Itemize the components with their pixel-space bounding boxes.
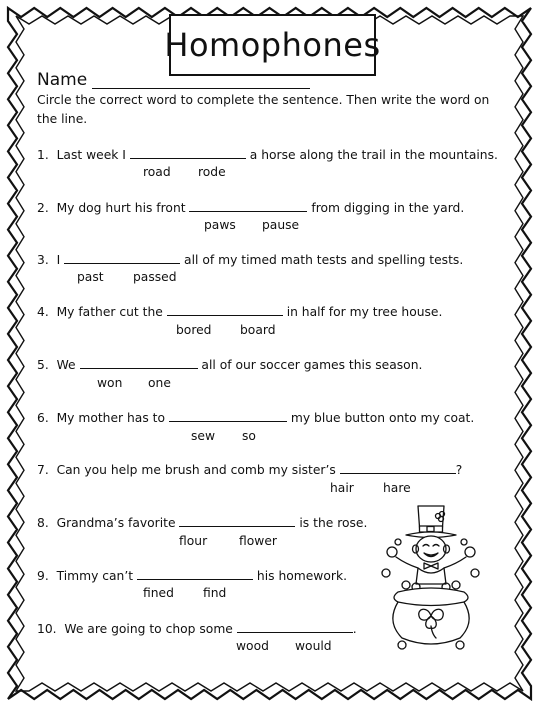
question-number: 8. [37, 516, 49, 530]
question-text-after: all of our soccer games this season. [201, 358, 423, 372]
question-number: 10. [37, 622, 57, 636]
question-number: 1. [37, 148, 49, 162]
question-number: 3. [37, 253, 49, 267]
option-word[interactable]: wood [236, 639, 269, 653]
question-text-before: My father cut the [56, 305, 163, 319]
question-text-after: in half for my tree house. [286, 305, 443, 319]
question-text-after: from digging in the yard. [311, 201, 465, 215]
option-word[interactable]: rode [198, 165, 226, 179]
option-word[interactable]: sew [191, 429, 216, 443]
question-number: 4. [37, 305, 49, 319]
question-6 [37, 410, 474, 425]
answer-blank[interactable] [189, 200, 307, 212]
question-8 [37, 515, 367, 530]
question-text-before: Can you help me brush and comb my sister’s [56, 463, 336, 477]
question-text-after: my blue button onto my coat. [290, 411, 475, 425]
question-9 [37, 568, 347, 583]
question-text-before: Last week I [56, 148, 126, 162]
option-word[interactable]: one [148, 376, 171, 390]
option-word[interactable]: flower [239, 534, 277, 548]
question-7 [37, 462, 462, 477]
answer-blank[interactable] [64, 252, 180, 264]
question-10 [37, 621, 357, 636]
question-4 [37, 304, 442, 319]
question-text-before: We [56, 358, 76, 372]
answer-blank[interactable] [169, 410, 287, 422]
answer-blank[interactable] [340, 462, 456, 474]
question-number: 5. [37, 358, 49, 372]
question-text-after: . [352, 622, 357, 636]
option-word[interactable]: would [295, 639, 332, 653]
question-2 [37, 200, 464, 215]
option-word[interactable]: past [77, 270, 104, 284]
answer-blank[interactable] [137, 568, 253, 580]
question-text-before: I [56, 253, 61, 267]
option-word[interactable]: find [203, 586, 227, 600]
answer-blank[interactable] [167, 304, 283, 316]
question-number: 7. [37, 463, 49, 477]
option-word[interactable]: flour [179, 534, 208, 548]
question-1 [37, 147, 498, 162]
name-label: Name [37, 70, 88, 90]
option-word[interactable]: passed [133, 270, 177, 284]
title-box [164, 14, 381, 76]
question-number: 9. [37, 569, 49, 583]
name-field-line[interactable] [92, 88, 310, 89]
answer-blank[interactable] [179, 515, 295, 527]
question-text-before: Timmy can’t [56, 569, 134, 583]
instructions-line-2: the line. [37, 112, 88, 126]
option-word[interactable]: won [97, 376, 123, 390]
question-text-before: My dog hurt his front [56, 201, 186, 215]
question-3 [37, 252, 463, 267]
leprechaun-pot-of-gold-icon [378, 502, 483, 652]
answer-blank[interactable] [130, 147, 246, 159]
question-text-before: We are going to chop some [64, 622, 233, 636]
option-word[interactable]: bored [176, 323, 212, 337]
option-word[interactable]: so [242, 429, 256, 443]
answer-blank[interactable] [237, 621, 353, 633]
question-text-after: ? [455, 463, 463, 477]
option-word[interactable]: paws [204, 218, 236, 232]
worksheet-title: Homophones [164, 26, 381, 64]
option-word[interactable]: road [143, 165, 171, 179]
question-text-after: his homework. [256, 569, 347, 583]
question-5 [37, 357, 422, 372]
question-text-before: My mother has to [56, 411, 165, 425]
option-word[interactable]: hair [330, 481, 354, 495]
answer-blank[interactable] [80, 357, 198, 369]
option-word[interactable]: hare [383, 481, 411, 495]
option-word[interactable]: fined [143, 586, 174, 600]
question-text-after: is the rose. [299, 516, 368, 530]
question-text-before: Grandma’s favorite [56, 516, 176, 530]
option-word[interactable]: pause [262, 218, 300, 232]
question-text-after: all of my timed math tests and spelling tests. [184, 253, 464, 267]
option-word[interactable]: board [240, 323, 276, 337]
instructions-line-1: Circle the correct word to complete the sentence. Then write the word on [37, 93, 490, 107]
question-text-after: a horse along the trail in the mountains. [249, 148, 498, 162]
question-number: 6. [37, 411, 49, 425]
question-number: 2. [37, 201, 49, 215]
